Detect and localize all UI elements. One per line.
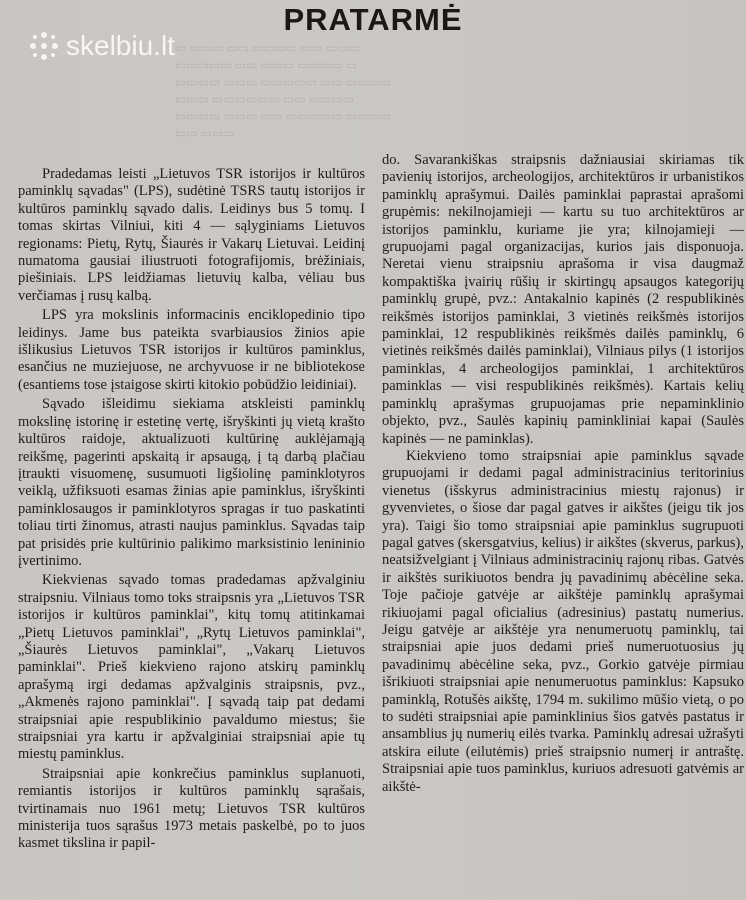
paragraph: do. Savarankiškas straipsnis dažniausiai skiriamas tik pavienių istorijos, archeologijos, architektūros ir urbanistikos paminklų aprašymui. Dailės paminklai paprastai aprašomi grupėmis: nekilnojamieji — kartu su tuo architektūros ar istorijos paminklu, kuriame jie yra; kilnojamieji — grupuojami pagal organizacijas, kurios jais disponuoja. Neretai vienu straipsniu aprašoma ir visa daugmaž kompaktiška įvairių rūšių ir skirtingų apsaugos kategorijų paminklų grupė, pvz.: Antakalnio kapinės (2 respublikinės reikšmės istorijos paminklai, 3 vietinės reikšmės istorijos paminklai, 12 respublikinės reikšmės dailės paminklų, 6 vietinės reikšmės dailės paminklai), Vilniaus pilys (1 istorijos paminklas, 4 archeologijos paminklai, 1 architektūros paminklas — visi respublikinės reikšmės). Kartais kelių paminklų aprašymas grupuojamas prie nepaminklinio objekto, pvz., Saulės kapinių paminkliniai kapai (Saulės kapinės — ne paminklas). (382, 152, 744, 447)
paragraph: Straipsniai apie konkrečius paminklus suplanuoti, remiantis istorijos ir kultūros paminklų sąrašais, tvirtinamais nuo 1961 metų; Lietuvos TSR kultūros ministerija tuos sąrašus 1973 metais paskelbė, po to juos kasmet tikslina ir papil- (18, 765, 365, 852)
watermark (30, 30, 175, 62)
right-column (382, 152, 744, 796)
paragraph: Kiekvieno tomo straipsniai apie paminklus sąvade grupuojami ir dedami pagal administracinius teritorinius vienetus (išskyrus administracinius miestų rajonus) ir gyvenvietes, o šiose dar pagal gatves ir aikštes (jeigu tik jos yra). Taigi šio tomo straipsniai apie paminklus sugrupuoti pagal gatves (skersgatvius, kelius) ir aikštes (skverus, parkus), neatsižvelgiant į Vilniaus administracinių rajonų ribas. Gatvės ir aikštės surikiuotos bendra jų pavadinimų abėcėline seka. Toje pačioje gatvėje ar aikštėje paminklų aprašymai rikiuojami pagal oficialius (adresinius) pastatų numerius. Jeigu gatvėje ar aikštėje yra nenumeruotų paminklų, tai straipsniai apie juos dedami prieš numeruotuosius jų pavadinimų abėcėline seka, pvz., Gorkio gatvėje pirmiau išrikiuoti straipsniai apie nenumeruotus paminklus: Kapsuko paminklą, Rotušės aikštę, 1794 m. sukilimo mūšio vietą, o po to sudėti straipsniai apie paminklinius šios gatvės pastatus ir ansamblius jų numerių eilės tvarka. Paminklų adresai užrašyti atskira eilute (eilutėmis) prieš straipsnio numerį ir antraštę. Straipsniai apie tuos paminklus, kuriuos adresuoti gatvėmis ar aikštė- (382, 447, 744, 795)
page-title: PRATARMĖ (283, 2, 463, 37)
watermark-text: skelbiu.lt (66, 30, 175, 61)
paragraph: Pradedamas leisti „Lietuvos TSR istorijos ir kultūros paminklų sąvadas" (LPS), sudėtinė TSRS tautų istorijos ir kultūros paminklų sąvado dalis. Leidinys bus 5 tomų. I tomas skirtas Vilniui, kiti 4 — sąlyginiams Lietuvos regionams: Pietų, Rytų, Šiaurės ir Vakarų Lietuvai. Leidinį numatoma gausiai iliustruoti fotografijomis, brėžiniais, piešiniais. LPS leidžiamas lietuvių kalba, vėliau bus verčiamas į rusų kalbą. (18, 166, 365, 304)
left-column (18, 166, 365, 853)
paragraph: Sąvado išleidimu siekiama atskleisti paminklų mokslinę istorinę ir estetinę vertę, išryškinti jų vietą krašto kultūros raidoje, aktualizuoti kultūrinę auklėjamąją reikšmę, pagerinti apskaitą ir apsaugą, į tą darbą plačiau įtraukti visuomenę, susumuoti ligšiolinę paminklotyros veiklą, užfiksuoti esamas žinias apie paminklus, išryškinti paminklosaugos ir paminklotyros spragas ir tuo paskatinti toliau tirti žinomus, atrasti naujus paminklus. Sąvadas taip pat prisidės prie kultūrinio palikimo marksistinio lenininio įvertinimo. (18, 396, 365, 569)
dots-logo-icon (30, 32, 58, 60)
paragraph: LPS yra mokslinis informacinis enciklopedinio tipo leidinys. Jame bus pateikta svarbiausios žinios apie išlikusius Lietuvos TSR istorijos ir kultūros paminklus, esančius ne muziejuose, ne archyvuose ir ne bibliotekose (esantiems tose įstaigose skirti kitokio pobūdžio leidiniai). (18, 307, 365, 393)
bleed-through-texture: ▭ ▭▭▭ ▭▭ ▭▭▭▭ ▭▭ ▭▭▭ ▭▭▭▭▭ ▭▭ ▭▭▭ ▭▭▭▭ ▭ ▭▭▭▭ ▭▭▭ ▭▭▭▭▭ ▭▭ ▭▭▭▭ ▭▭▭ ▭▭▭▭▭▭ ▭▭ ▭▭▭▭ ▭▭▭▭ ▭▭▭ ▭▭ ▭▭▭▭▭ ▭▭▭▭ ▭▭ ▭▭▭ (175, 41, 392, 140)
paragraph: Kiekvienas sąvado tomas pradedamas apžvalginiu straipsniu. Vilniaus tomo toks straipsnis yra „Lietuvos TSR istorijos ir kultūros paminklai", kitų tomų atitinkamai „Pietų Lietuvos paminklai", „Rytų Lietuvos paminklai", „Šiaurės Lietuvos paminklai", „Vakarų Lietuvos paminklai". Prieš kiekvieno rajono atskirų paminklų aprašymą irgi dedamas apžvalginis straipsnis, pvz., „Akmenės rajono paminklai". Į sąvadą taip pat dedami straipsniai apie respublikinio pavaldumo miestus; šie straipsniai yra kartu ir apžvalginiai straipsniai apie tų miestų paminklus. (18, 572, 365, 763)
